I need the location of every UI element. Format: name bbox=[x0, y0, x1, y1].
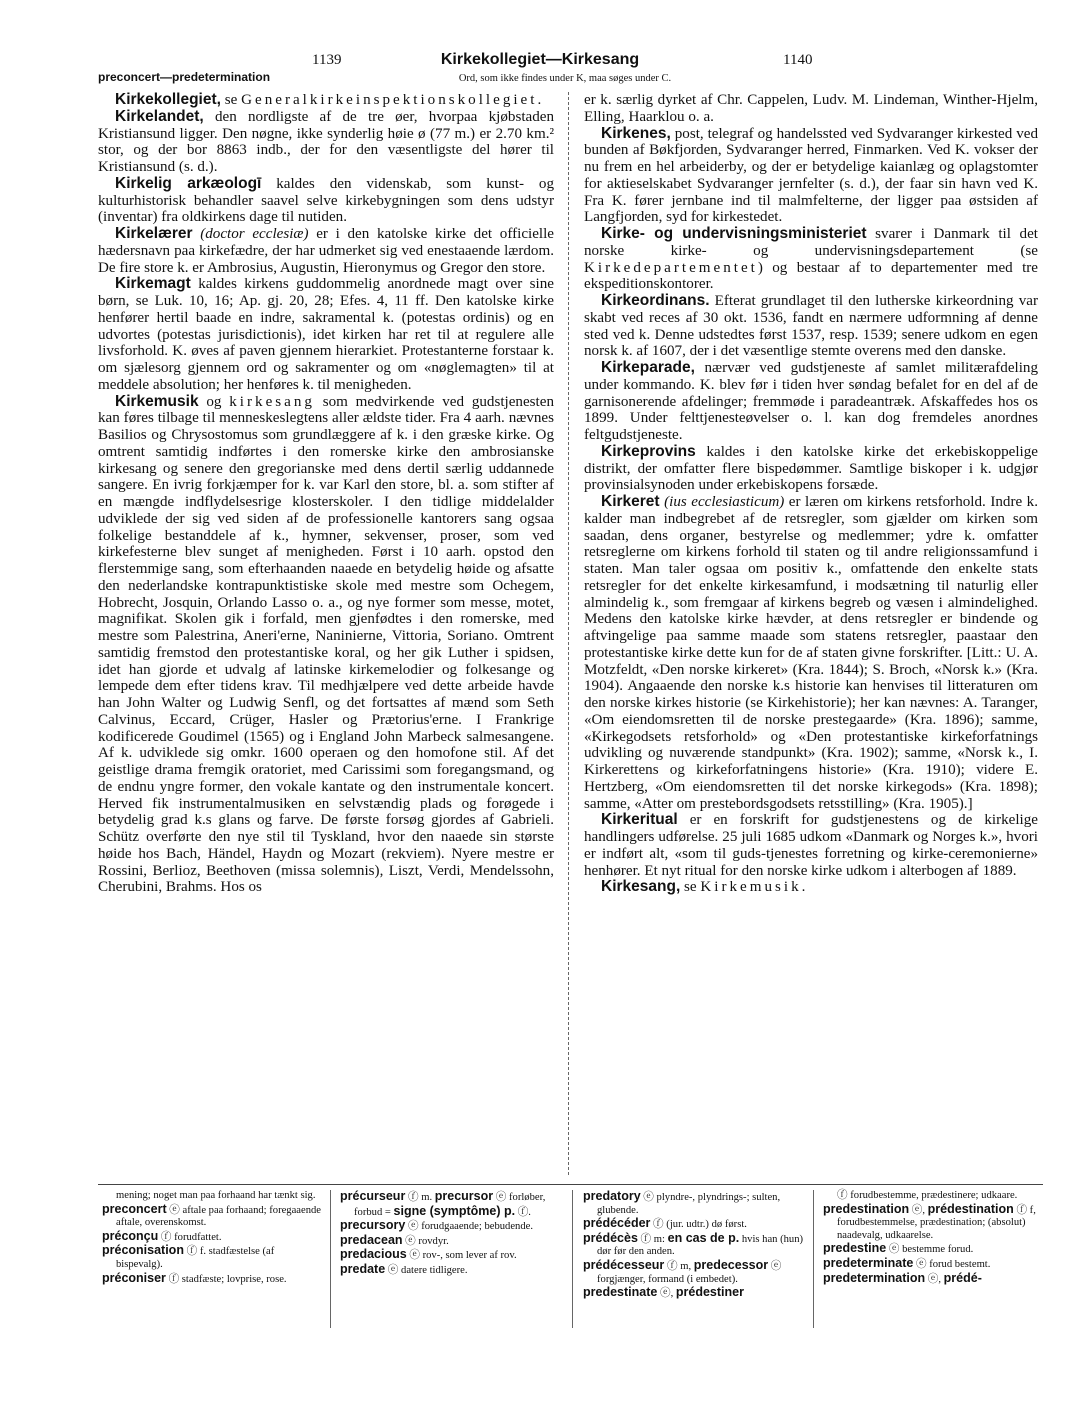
encyclopedia-entry bbox=[584, 92, 1038, 126]
entry-headword: Kirkesang, bbox=[601, 878, 681, 896]
dictionary-headword: predestination bbox=[823, 1201, 910, 1216]
dictionary-headword: prédestiner bbox=[675, 1285, 744, 1300]
entry-text: er i den katolske kirke det officielle hædersnavn paa kirkefædre, der har udmerket sig ved enestaaende lærdom. De fire store k. er Ambrosius, Augustin, Hieronymus og Gregor den store. bbox=[98, 226, 554, 276]
dictionary-headword: predate bbox=[340, 1261, 386, 1276]
entry-latin-term: (doctor ecclesiæ) bbox=[192, 226, 309, 242]
entry-text: nærvær ved gudstjeneste af samlet militærafdeling under kommando. K. blev før i tiden hver søndag befalet for en del af de garnisonerende afdelinger; fremmøde i paradeantræk. Afskaffedes hos os 1899. Under felttjenesteøvelser o. l. kan dog fremdeles anordnes feltgudstjeneste. bbox=[584, 360, 1038, 443]
entry-text: kaldes kirkens guddommelig anordnede magt over sine børn, se Luk. 10, 16; Ap. gj. 20, 28; Efes. 4, 11 ff. Den katolske kirke henfører hertil baade en indre, sakramental k. (potestas ordinis) og en udvortes (potestas jurisdictionis), idet kirken har ret til at regulere alle livsforhold. K. øves af paven gjennem hierarkiet. Protestanterne forstaar k. om sjælesorg gjennem ord og sakramenter og om «nøglemagten» til at meddele absolution; her henføres k. til menigheden. bbox=[98, 276, 554, 393]
dictionary-entry bbox=[823, 1257, 1045, 1272]
entry-text: ) og bestaar af to departementer med tre ekspeditionskontorer. bbox=[584, 259, 1038, 293]
dictionary-column-3 bbox=[583, 1190, 805, 1301]
dictionary-headword: precursor bbox=[434, 1189, 494, 1203]
header-note: Ord, som ikke findes under K, maa søges under C. bbox=[458, 73, 672, 84]
dictionary-headword: signe (symptôme) p. bbox=[393, 1203, 516, 1218]
entry-text: som medvirkende ved gudstjenesten kan føres tilbage til menneskeslegtens aller ældste tider. Fra 4 aarh. nævnes Basilios og Chrysostomus som grundlæggere af k. i den græske kirke. Og omtrent samtidig indførtes i den romerske kirke den ambrosianske kirkesang og senere den gregorianske med dens dertil særlig uddannede sangere. En ivrig forkjæmper for k. var Karl den store, bl. a. som stifter af en mængde indflydelsesrige klosterskoler. I den tidlige middelalder udviklede der sig ved siden af de professionelle kantorers sang ogsaa folkelige bestanddele af k., hymner, sekvenser, proser, som ved kirkefesterne blev sunget af menigheden. Først i 10 aarh. opstod den flerstemmige sang, som efterhaanden naaede en betydelig høide og afsatte den nederlandske kontrapunktistiske skole med mestre som Ochegem, Hobrecht, Josquin, Orlando Lasso o. a., og nye former som messe, motet, magnifikat. Skolen gik i forfald, men gjenfødtes i den romerske, med mestre som Palestrina, Aneri'erne, Naninierne, Vittoria, Soriano. Omtrent samtidig fremstod den protestantiske koral, og her gik Luther i spidsen, idet han gjorde et udvalg af latinske kirkemelodier og folkesange og lempede dem efter tidens krav. Til medhjælpere ved dette arbeide havde han John Walter og Ludwig Senfl, og det fortsattes af mænd som Seth Calvinus, Eccard, Crüger, Hasler og Prætorius'erne. I Frankrige kodificerede Goudimel (1565) og i England John Marbeck salmesangene. Af k. udviklede sig omkr. 1600 operaen og den homofone stil. Af det geistlige drama fremgik oratoriet, med Carissimi som foregangsmand, og de endnu yngre former, den vokale kantate og den instrumentale koncert. Herved fik instrumentalmusiken en selvstændig plads og forøgede i betydelig grad k.s glans og farve. De første forsøg gjordes af Gabrieli. Schütz overførte den nye stil til Tyskland, hvor den naaede sin største høide hos Bach, Händel, Haydn og Mozart (rekviem). Nyere mestre er Rossini, Berlioz, Beethoven (missa solemnis), Liszt, Verdi, Mendelssohn, Cherubini, Brahms. Hos os bbox=[98, 393, 554, 896]
entry-text: . bbox=[801, 879, 806, 896]
dictionary-headword: predatory bbox=[583, 1189, 641, 1203]
encyclopedia-entry bbox=[584, 226, 1038, 293]
entry-headword: Kirkekollegiet, bbox=[115, 91, 221, 108]
page-number-left: 1139 bbox=[312, 52, 342, 68]
page-header bbox=[0, 52, 1080, 92]
dictionary-entry bbox=[823, 1203, 1045, 1243]
entry-headword: Kirkeret bbox=[601, 493, 660, 510]
dictionary-definition: ⓔ rovdyr. bbox=[402, 1235, 449, 1247]
entry-text: se bbox=[220, 92, 242, 108]
entry-headword: Kirkelandet, bbox=[115, 107, 204, 125]
dictionary-definition: ⓔ forgjænger, formand (i embedet). bbox=[597, 1260, 782, 1285]
dictionary-definition: mening; noget man paa forhaand har tænkt sig. bbox=[116, 1190, 316, 1201]
dictionary-definition: ⓕ m. bbox=[405, 1192, 435, 1203]
entry-text: kaldes den videnskab, som kunst- og kulturhistorisk behandler saavel selve kirkebygningen som dens udstyr (inventar) fra oldkirkens dage til nutiden. bbox=[98, 175, 554, 226]
entry-text: kaldes i den katolske kirke det erkebiskoppelige distrikt, der omfatter flere bispedømmer. Samtlige biskoper i k. udgjør provinsialsynoden under erkebiskopens forsæde. bbox=[584, 443, 1038, 494]
encyclopedia-entry bbox=[584, 494, 1038, 812]
running-title: Kirkekollegiet—Kirkesang bbox=[440, 51, 640, 68]
entry-text: den nordligste af de tre øer, hvorpaa kjøbstaden Kristiansund ligger. Den nøgne, ikke synderlig høie ø (77 m.) er 2.70 km.² stor, og der bor 8863 indb., der for den væsentligste del hører til Kristiansund (s. d.). bbox=[98, 108, 554, 175]
column-divider bbox=[568, 92, 570, 1175]
dictionary-entry bbox=[340, 1219, 560, 1234]
dictionary-entry bbox=[583, 1217, 805, 1232]
dictionary-range-label: preconcert—predetermination bbox=[98, 70, 271, 84]
dictionary-definition: hvis han (hun) dør før den anden. bbox=[597, 1233, 804, 1258]
entry-text: . bbox=[537, 92, 542, 108]
entry-text: er en forskrift for gudstjenestens og de kirkelige handlingers udførelse. 25 juli 1685 udkom «Danmark og Norges k.», hvori er indført alt, «som til guds-tjenestes forretning og kirke-ceremonierne» henhører. Et nyt ritual for den norske kirke udkom i alterbogen af 1889. bbox=[584, 812, 1038, 879]
page-number-right: 1140 bbox=[783, 52, 813, 68]
dictionary-headword: predeterminate bbox=[823, 1255, 914, 1270]
dictionary-entry bbox=[583, 1232, 805, 1259]
dictionary-headword: préconisation bbox=[102, 1243, 184, 1258]
entry-cross-reference: kirkesang bbox=[229, 393, 315, 410]
entry-text: og bbox=[198, 393, 230, 410]
dictionary-definition: ⓔ forud bestemt. bbox=[913, 1258, 991, 1270]
dictionary-headword: predestinate bbox=[583, 1285, 658, 1300]
dictionary-definition: ⓔ bestemme forud. bbox=[886, 1244, 974, 1256]
dictionary-headword: preconcert bbox=[102, 1201, 167, 1216]
encyclopedia-entry bbox=[98, 226, 554, 276]
dictionary-definition: ⓔ, bbox=[657, 1288, 676, 1300]
encyclopedia-entry bbox=[98, 176, 554, 226]
dictionary-entry bbox=[583, 1190, 805, 1217]
dictionary-headword: predetermination bbox=[823, 1270, 926, 1285]
dictionary-entry bbox=[102, 1272, 322, 1287]
dictionary-definition: ⓕ m, bbox=[664, 1260, 694, 1272]
dictionary-divider bbox=[330, 1190, 331, 1328]
encyclopedia-entry bbox=[98, 276, 554, 393]
dictionary-definition: ⓔ forudgaaende; bebudende. bbox=[405, 1221, 533, 1233]
entry-headword: Kirkemagt bbox=[115, 275, 191, 293]
dictionary-definition: ⓕ forudfattet. bbox=[158, 1231, 222, 1243]
dictionary-headword: predecessor bbox=[693, 1257, 769, 1272]
entry-headword: Kirkelærer bbox=[115, 225, 193, 242]
dictionary-definition: ⓕ. bbox=[515, 1206, 531, 1218]
encyclopedia-entry bbox=[584, 360, 1038, 444]
dictionary-headword: préconiser bbox=[102, 1270, 166, 1285]
dictionary-headword: predacious bbox=[340, 1247, 407, 1262]
footer-rule bbox=[98, 1184, 1043, 1185]
encyclopedia-entry bbox=[584, 879, 1038, 896]
dictionary-entry bbox=[340, 1248, 560, 1263]
encyclopedia-entry bbox=[584, 293, 1038, 360]
entry-cross-reference: Kirkedepartementet bbox=[584, 259, 758, 276]
entry-text: er k. særlig dyrket af Chr. Cappelen, Ludv. M. Lindeman, Winther-Hjelm, Elling, Haarklou o. a. bbox=[584, 92, 1038, 125]
dictionary-headword: prédestination bbox=[927, 1201, 1014, 1216]
dictionary-definition: ⓕ f, forudbestemmelse, prædestination; (absolut) naadevalg, udkaarelse. bbox=[837, 1204, 1036, 1241]
entry-text: er læren om kirkens retsforhold. Indre k. kalder man indbegrebet af de retsregler, som gjælder om kirken som saadan, dens organer, bestyrelse og medlemmer; ydre k. omfatter retsreglerne om kirkens forhold til staten og til andre religionssamfund i staten. Man taler ogsaa om positiv k., omfattende den enkelte stats retsregler for det enkelte kirkesamfund, i modsætning til naturlig eller almindelig k., som fremgaar af kirkens begreb og væsen i almindelighed. Medens den katolske kirke hævder, at dens retsregler er bindende og aftvingelige paa samme maade som statens retsregler, paastaar den protestantiske kirke dette kun for de af staten givne forskrifter. [Litt.: U. A. Motzfeldt, «Den norske kirkeret» (Kra. 1844); S. Broch, «Norsk k.» (Kra. 1904). Angaaende den norske k.s historie kan henvises til litteraturen om den norske kirkes historie (se Kirkehistorie); her kan nævnes: A. Taranger, «Om eiendomsretten til de norske prestegaarde» (Kra. 1896); samme, «Kirkegodsets retsforhold» og «Den protestantiske kirkeforfatnings udvikling og nuværende standpunkt» (Kra. 1902); samme, «Norsk k., I. Kirkerettens og kirkeforfatningens historie» (Kra. 1910); videre E. Hertzberg, «Om eiendomsretten til det norske kirkegods» (Kra. 1898); samme, «Atter om prestebordsgodsets retsstilling» (Kra. 1905).] bbox=[584, 494, 1038, 812]
entry-headword: Kirkenes, bbox=[601, 124, 671, 142]
entry-text: post, telegraf og handelssted ved Sydvaranger kirkested ved bunden af Bøkfjorden, Sydvaranger herred, Finmarken. Ved K. vokser der nu frem en hel arbeiderby, og der er betydelige kaianlæg og oplagstomter for aktieselskabet Sydvaranger jernfelter (s. d.), der faar sin havn ved K. Fra K. fører jernbane ind til malmfelterne, der ligger paa østsiden af Langfjorden, syd for kirkestedet. bbox=[584, 125, 1038, 226]
dictionary-entry bbox=[583, 1286, 805, 1301]
dictionary-column-1 bbox=[102, 1190, 322, 1286]
dictionary-entry bbox=[102, 1244, 322, 1271]
entry-headword: Kirkeprovins bbox=[601, 442, 696, 460]
dictionary-entry bbox=[823, 1272, 1045, 1287]
dictionary-headword: prédécesseur bbox=[583, 1257, 665, 1272]
dictionary-definition: ⓔ, bbox=[909, 1204, 928, 1216]
dictionary-definition: ⓕ m: bbox=[637, 1233, 668, 1245]
right-column bbox=[584, 92, 1038, 896]
dictionary-headword: prédécéder bbox=[583, 1216, 651, 1231]
dictionary-headword: préconçu bbox=[102, 1228, 159, 1243]
encyclopedia-entry bbox=[584, 812, 1038, 879]
dictionary-entry bbox=[583, 1259, 805, 1286]
encyclopedia-entry bbox=[584, 126, 1038, 227]
entry-headword: Kirkeparade, bbox=[601, 359, 695, 376]
dictionary-divider bbox=[572, 1190, 573, 1328]
dictionary-definition: ⓕ forudbestemme, prædestinere; udkaare. bbox=[837, 1190, 1018, 1201]
dictionary-headword: en cas de p. bbox=[667, 1230, 740, 1245]
dictionary-headword: prédécès bbox=[583, 1230, 638, 1245]
entry-text: se bbox=[680, 879, 701, 896]
dictionary-definition: ⓕ (jur. udtr.) dø først. bbox=[650, 1219, 747, 1231]
dictionary-headword: précurseur bbox=[340, 1189, 406, 1203]
dictionary-entry bbox=[102, 1230, 322, 1245]
encyclopedia-entry bbox=[98, 394, 554, 897]
dictionary-definition: ⓔ rov-, som lever af rov. bbox=[406, 1250, 517, 1262]
entry-headword: Kirkeritual bbox=[601, 811, 678, 829]
dictionary-definition: ⓔ forløber, forbud = bbox=[354, 1192, 546, 1218]
dictionary-entry bbox=[340, 1263, 560, 1278]
dictionary-headword: predestine bbox=[823, 1241, 887, 1256]
entry-cross-reference: Kirkemusik bbox=[700, 879, 802, 896]
entry-headword: Kirkemusik bbox=[115, 392, 199, 410]
encyclopedia-entry bbox=[584, 444, 1038, 494]
dictionary-headword: prédé- bbox=[943, 1270, 982, 1285]
entry-cross-reference: Generalkirkeinspektionskollegiet bbox=[241, 92, 538, 108]
entry-headword: Kirke- og undervisningsministeriet bbox=[601, 225, 867, 242]
entry-headword: Kirkelig arkæologī bbox=[115, 174, 262, 192]
dictionary-headword: predacean bbox=[340, 1232, 403, 1247]
dictionary-entry bbox=[823, 1242, 1045, 1257]
dictionary-definition: ⓔ plyndre-, plyndrings-; sulten, glubende. bbox=[597, 1192, 781, 1216]
entry-text: Efterat grundlaget til den lutherske kirkeordning var skabt ved reces af 30 okt. 1536, fandt en nærmere udformning af denne sted ved k. Denne udstedtes først 1537, resp. 1539; senere udkom en egen norsk k. af 1607, der i det væsentlige stemte overens med den danske. bbox=[584, 293, 1038, 360]
dictionary-entry bbox=[340, 1234, 560, 1249]
dictionary-definition: ⓕ stadfæste; lovprise, rose. bbox=[165, 1273, 287, 1285]
dictionary-divider bbox=[813, 1190, 814, 1328]
encyclopedia-entry bbox=[98, 92, 554, 109]
left-column bbox=[98, 92, 554, 896]
dictionary-entry bbox=[340, 1190, 560, 1219]
entry-headword: Kirkeordinans. bbox=[601, 292, 710, 309]
dictionary-definition: ⓔ, bbox=[925, 1273, 944, 1285]
dictionary-definition: ⓔ datere tidligere. bbox=[385, 1264, 468, 1276]
dictionary-definition: ⓔ aftale paa forhaand; foregaaende aftale, overenskomst. bbox=[116, 1204, 322, 1229]
entry-latin-term: (ius ecclesiasticum) bbox=[659, 494, 785, 510]
dictionary-entry bbox=[102, 1203, 322, 1230]
dictionary-column-2 bbox=[340, 1190, 560, 1278]
entry-text: svarer i Danmark til det norske kirke- og undervisningsdepartement (se bbox=[584, 226, 1038, 259]
encyclopedia-entry bbox=[98, 109, 554, 176]
dictionary-column-4 bbox=[823, 1190, 1045, 1286]
dictionary-definition: ⓕ f. stadfæstelse (af bispevalg). bbox=[116, 1246, 275, 1270]
dictionary-headword: precursory bbox=[340, 1218, 406, 1233]
